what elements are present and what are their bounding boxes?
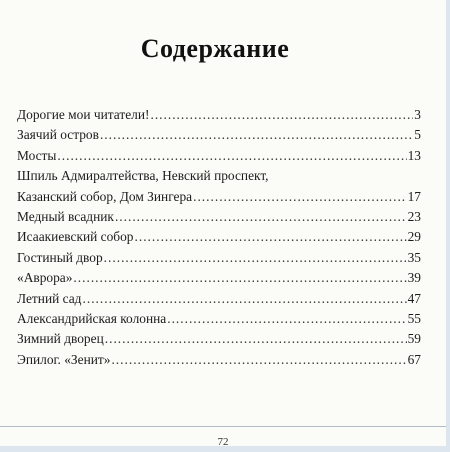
toc-entry-page: 17 bbox=[407, 188, 421, 204]
toc-entry-page: 55 bbox=[407, 310, 421, 326]
toc-entry-title: Александрийская колонна bbox=[17, 310, 167, 326]
toc-leader-dots bbox=[105, 329, 407, 349]
toc-entry-page: 3 bbox=[414, 107, 421, 122]
footer-divider bbox=[0, 426, 446, 427]
toc-entry-title: Эпилог. «Зенит» bbox=[17, 351, 111, 367]
toc-entry[interactable] bbox=[17, 227, 421, 247]
toc-entry[interactable] bbox=[17, 268, 421, 288]
toc-entry-title: Мосты bbox=[17, 147, 57, 163]
toc-entry-title: Заячий остров bbox=[17, 127, 99, 143]
toc-entry[interactable] bbox=[17, 289, 421, 309]
toc-entry-title: Исаакиевский собор bbox=[17, 229, 134, 245]
toc-entry-page: 29 bbox=[407, 229, 421, 245]
page-title: Содержание bbox=[140, 34, 290, 63]
toc-leader-dots bbox=[111, 350, 406, 370]
toc-entry[interactable] bbox=[17, 207, 421, 227]
toc-leader-dots bbox=[73, 268, 406, 288]
toc-entry-title: Гостиный двор bbox=[17, 249, 103, 265]
toc-leader-dots bbox=[135, 227, 407, 247]
toc-entry-title: Дорогие мои читатели! bbox=[17, 107, 150, 122]
toc-leader-dots bbox=[100, 125, 413, 145]
toc-entry[interactable] bbox=[17, 105, 421, 125]
toc-entry-title: Зимний дворец bbox=[17, 331, 104, 347]
toc-entry[interactable] bbox=[17, 248, 421, 268]
toc-leader-dots bbox=[57, 146, 406, 166]
toc-leader-dots bbox=[193, 187, 407, 207]
toc-leader-dots bbox=[83, 289, 407, 309]
toc-entry-continued[interactable] bbox=[17, 166, 421, 186]
table-of-contents bbox=[17, 105, 421, 370]
toc-entry[interactable] bbox=[17, 350, 421, 370]
toc-entry-title: Медный всадник bbox=[17, 208, 114, 224]
toc-entry-page: 5 bbox=[414, 127, 421, 143]
toc-leader-dots bbox=[104, 248, 407, 268]
toc-entry-page: 59 bbox=[407, 331, 421, 347]
toc-entry[interactable] bbox=[17, 125, 421, 145]
toc-entry-page: 67 bbox=[407, 351, 421, 367]
toc-entry-page: 35 bbox=[407, 249, 421, 265]
toc-leader-dots bbox=[167, 309, 406, 329]
toc-entry-page: 47 bbox=[407, 290, 421, 306]
toc-entry-title: «Аврора» bbox=[17, 270, 73, 286]
toc-entry-title: Шпиль Адмиралтейства, Невский проспект, bbox=[17, 168, 269, 184]
page-number: 72 bbox=[217, 436, 229, 448]
toc-leader-dots bbox=[115, 207, 407, 227]
toc-leader-dots bbox=[150, 105, 413, 125]
toc-entry[interactable] bbox=[17, 146, 421, 166]
toc-entry-page: 23 bbox=[407, 208, 421, 224]
page-edge-right bbox=[446, 0, 450, 452]
toc-entry[interactable] bbox=[17, 329, 421, 349]
toc-entry-title: Летний сад bbox=[17, 290, 82, 306]
toc-entry-page: 13 bbox=[407, 147, 421, 163]
toc-entry-page: 39 bbox=[407, 270, 421, 286]
toc-entry[interactable] bbox=[17, 187, 421, 207]
toc-entry[interactable] bbox=[17, 309, 421, 329]
toc-entry-title: Казанский собор, Дом Зингера bbox=[17, 188, 193, 204]
